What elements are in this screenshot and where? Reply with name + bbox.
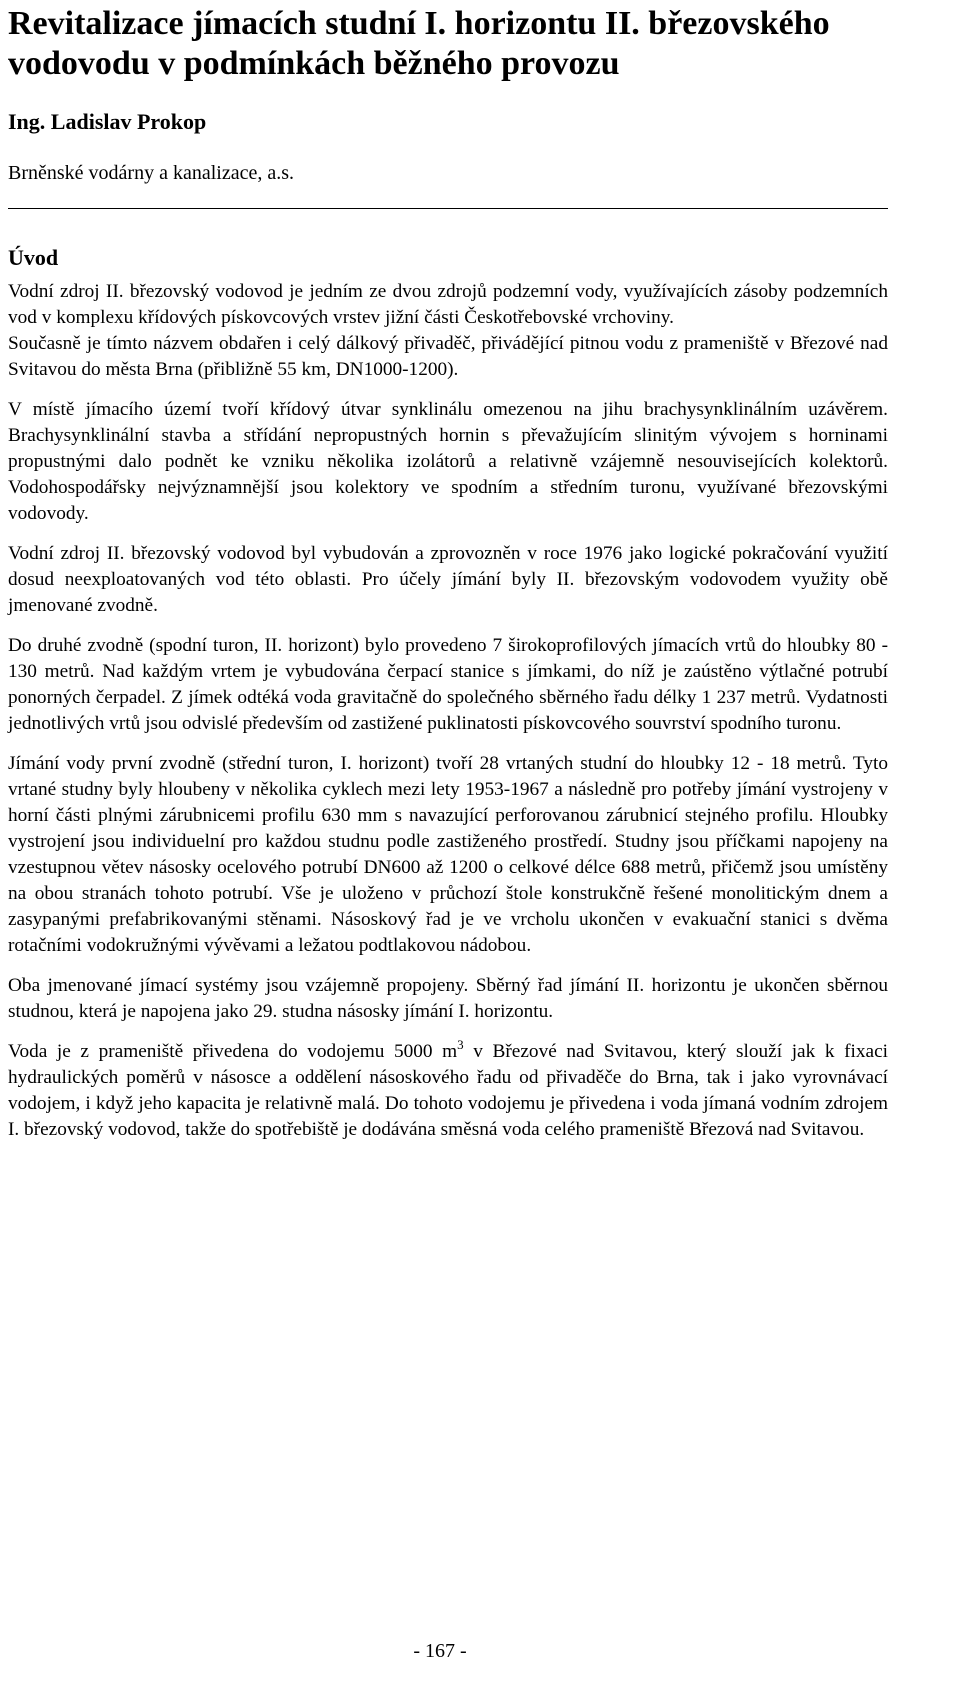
paragraph-8-end: v Březové nad Svitavou, který slouží jak k fixaci hydraulických poměrů v násosce a oddělení násoskového řadu od přivaděče do Brna, tak i jako vyrovnávací vodojem, i když jeho kapacita je relativně malá. Do tohoto vodojemu je přivedena i voda jímaná vodním zdrojem I. březovský vodovod, takže do spotřebiště je dodávána směsná voda celého prameniště Březová nad Svitavou. [8,1041,888,1140]
paragraph-8 [8,1039,888,1143]
section-heading: Úvod [8,245,59,270]
paper-title: Revitalizace jímacích studní I. horizontu II. březovského vodovodu v podmínkách běžného provozu [8,5,830,82]
page-number: - 167 - [413,1640,467,1662]
superscript-3: 3 [457,1037,464,1052]
paragraph-5: Do druhé zvodně (spodní turon, II. horizont) bylo provedeno 7 širokoprofilových jímacích vrtů do hloubky 80 - 130 metrů. Nad každým vrtem je vybudována čerpací stanice s jímkami, do níž je zaústěno výtlačné potrubí ponorných čerpadel. Z jímek odtéká voda gravitačně do společného sběrného řadu délky 1 237 metrů. Vydatnosti jednotlivých vrtů jsou odvislé především od zastižené puklinatosti pískovcového souvrství spodního turonu. [8,635,888,734]
paragraph-2: Současně je tímto názvem obdařen i celý dálkový přivaděč, přivádějící pitnou vodu z prameniště v Březové nad Svitavou do města Brna (přibližně 55 km, DN1000-1200). [8,333,888,380]
paragraph-6: Jímání vody první zvodně (střední turon, I. horizont) tvoří 28 vrtaných studní do hloubky 12 - 18 metrů. Tyto vrtané studny byly hloubeny v několika cyklech mezi lety 1953-1967 a následně pro potřeby jímání vystrojeny v horní části plnými zárubnicemi profilu 630 mm s navazující perforovanou zárubnicí stejného profilu. Hloubky vystrojení jsou individuelní pro každou studnu podle zastiženého prostředí. Studny jsou příčkami napojeny na vzestupnou větev násosky ocelového potrubí DN600 až 1200 o celkové délce 688 metrů, přičemž jsou umístěny na obou stranách tohoto potrubí. Vše je uloženo v průchozí štole konstrukčně řešené monolitickým dnem a zasypanými prefabrikovanými stěnami. Násoskový řad je ve vrcholu ukončen v evakuační stanici s dvěma rotačními vodokružnými vývěvami a ležatou podtlakovou nádobou. [8,753,888,956]
document-page [8,0,888,1143]
paragraph-8-start: Voda je z prameniště přivedena do vodojemu 5000 m [8,1041,458,1062]
paragraph-1: Vodní zdroj II. březovský vodovod je jedním ze dvou zdrojů podzemní vody, využívajících zásoby podzemních vod v komplexu křídových pískovcových vrstev jižní části Českotřebovské vrchoviny. [8,281,888,328]
author-name: Ing. Ladislav Prokop [8,109,207,134]
paragraph-7: Oba jmenované jímací systémy jsou vzájemně propojeny. Sběrný řad jímání II. horizontu je ukončen sběrnou studnou, která je napojena jako 29. studna násosky jímání I. horizontu. [8,975,888,1022]
header-divider [8,208,888,209]
author-affiliation: Brněnské vodárny a kanalizace, a.s. [8,162,294,184]
paragraph-3: V místě jímacího území tvoří křídový útvar synklinálu omezenou na jihu brachysynklinálním uzávěrem. Brachysynklinální stavba a střídání nepropustných hornin s převažujícím slinitým vývojem s horninami propustnými dalo podnět ke vzniku několika izolátorů a relativně vzájemně nesouvisejících kolektorů. Vodohospodářsky nejvýznamnější jsou kolektory ve spodním a středním turonu, využívané březovskými vodovody. [8,399,888,524]
paragraph-4: Vodní zdroj II. březovský vodovod byl vybudován a zprovozněn v roce 1976 jako logické pokračování využití dosud neexploatovaných vod této oblasti. Pro účely jímání byly II. březovským vodovodem využity obě jmenované zvodně. [8,543,888,616]
